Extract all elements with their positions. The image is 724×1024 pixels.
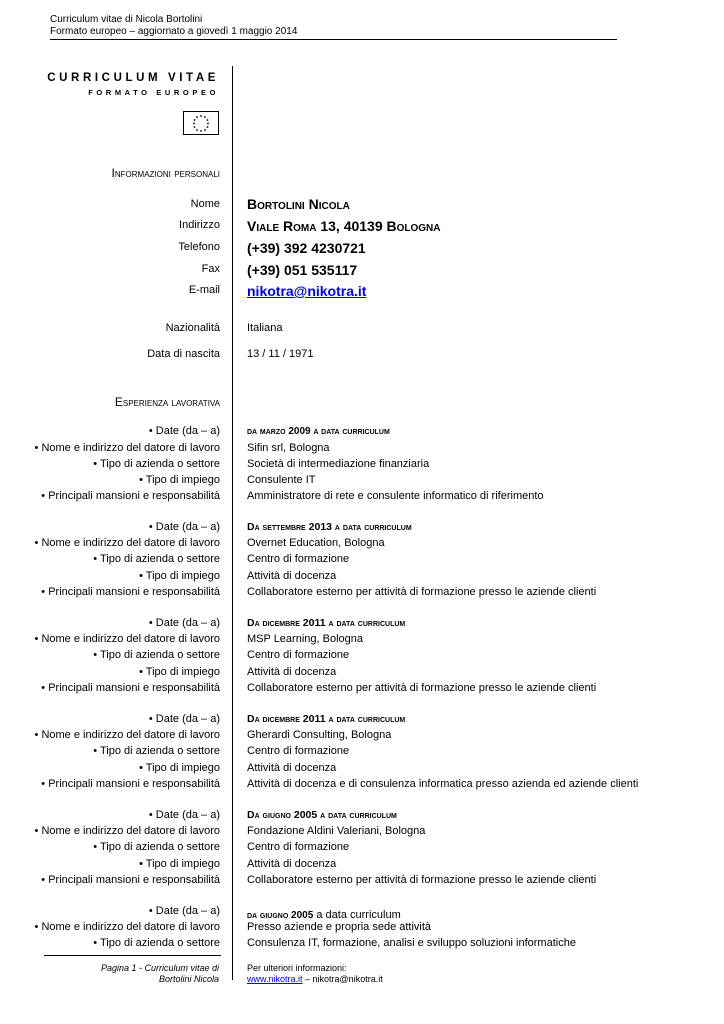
job-date: Da settembre 2013 a data curriculum [247,521,412,533]
column-divider [232,66,233,980]
footer-contacts [247,974,383,985]
footer-right [247,963,383,985]
job-duties: Attività di docenza e di consulenza informatica presso azienda ed aziende clienti [247,778,639,790]
job-employer: Presso aziende e propria sede attività [247,921,432,933]
job-duties-label: • Principali mansioni e responsabilità [41,682,220,694]
value-fax: (+39) 051 535117 [247,262,358,278]
job-duties: Collaboratore esterno per attività di formazione presso le aziende clienti [247,682,597,694]
cv-subtitle: FORMATO EUROPEO [88,88,219,97]
job-date: Da dicembre 2011 a data curriculum [247,617,406,629]
job-type: Attività di docenza [247,666,337,678]
job-employer-label: • Nome e indirizzo del datore di lavoro [34,825,220,837]
job-employer-label: • Nome e indirizzo del datore di lavoro [34,537,220,549]
footer-info: Per ulteriori informazioni: [247,963,347,973]
job-employer: Overnet Education, Bologna [247,537,385,549]
job-sector: Centro di formazione [247,649,350,661]
job-duties-label: • Principali mansioni e responsabilità [41,874,220,886]
job-type: Attività di docenza [247,762,337,774]
value-data-nascita: 13 / 11 / 1971 [247,348,314,360]
job-employer: Gherardi Consulting, Bologna [247,729,392,741]
job-date-label: • Date (da – a) [148,809,220,821]
header-line1: Curriculum vitae di Nicola Bortolini [50,14,203,25]
label-nazionalita: Nazionalità [165,322,220,334]
value-nazionalita: Italiana [247,322,283,334]
email-link[interactable]: nikotra@nikotra.it [247,283,367,299]
job-type-label: • Tipo di impiego [139,666,220,678]
website-link[interactable]: www.nikotra.it [247,974,303,984]
job-duties-label: • Principali mansioni e responsabilità [41,778,220,790]
job-type-label: • Tipo di impiego [139,762,220,774]
job-type: Consulente IT [247,474,316,486]
header-line2: Formato europeo – aggiornato a giovedì 1 maggio 2014 [50,26,298,37]
label-email: E-mail [188,284,220,296]
job-sector-label: • Tipo di azienda o settore [93,553,220,565]
job-date-label: • Date (da – a) [148,521,220,533]
job-type-label: • Tipo di impiego [139,858,220,870]
job-date: da marzo 2009 a data curriculum [247,426,390,437]
job-date-label: • Date (da – a) [148,617,220,629]
job-sector-label: • Tipo di azienda o settore [93,937,220,949]
job-type-label: • Tipo di impiego [139,570,220,582]
job-date-label: • Date (da – a) [148,713,220,725]
job-sector-label: • Tipo di azienda o settore [93,745,220,757]
page-header [50,14,297,38]
job-sector-label: • Tipo di azienda o settore [93,458,220,470]
header-divider [50,39,617,40]
job-date: Da dicembre 2011 a data curriculum [247,713,406,725]
job-employer: Fondazione Aldini Valeriani, Bologna [247,825,426,837]
job-duties-label: • Principali mansioni e responsabilità [41,586,220,598]
job-sector: Centro di formazione [247,841,350,853]
job-employer-label: • Nome e indirizzo del datore di lavoro [34,442,220,454]
job-type: Attività di docenza [247,570,337,582]
job-employer: Sifin srl, Bologna [247,442,330,454]
job-date-label: • Date (da – a) [148,905,220,917]
job-employer-label: • Nome e indirizzo del datore di lavoro [34,729,220,741]
job-date-prefix: da giugno 2005 [247,910,314,921]
job-type-label: • Tipo di impiego [139,474,220,486]
label-nome: Nome [190,198,220,210]
job-sector: Consulenza IT, formazione, analisi e sviluppo soluzioni informatiche [247,937,576,949]
value-indirizzo: Viale Roma 13, 40139 Bologna [247,218,441,234]
job-sector-label: • Tipo di azienda o settore [93,841,220,853]
label-data-nascita: Data di nascita [147,348,220,360]
eu-flag-icon [183,111,219,135]
value-nome: Bortolini Nicola [247,196,350,212]
job-employer-label: • Nome e indirizzo del datore di lavoro [34,921,220,933]
label-telefono: Telefono [178,241,220,253]
job-type: Attività di docenza [247,858,337,870]
job-employer: MSP Learning, Bologna [247,633,363,645]
job-duties-label: • Principali mansioni e responsabilità [41,490,220,502]
job-sector: Società di intermediazione finanziaria [247,458,430,470]
footer-left [101,963,219,985]
job-duties: Collaboratore esterno per attività di formazione presso le aziende clienti [247,586,597,598]
job-duties: Amministratore di rete e consulente informatico di riferimento [247,490,544,502]
footer-page: Pagina 1 - Curriculum vitae di [100,963,219,973]
footer-email: – nikotra@nikotra.it [302,974,383,984]
footer-name: Bortolini Nicola [158,974,219,984]
label-fax: Fax [201,263,220,275]
job-date-label: • Date (da – a) [148,425,220,437]
job-date: Da giugno 2005 a data curriculum [247,809,397,821]
section-work-title: Esperienza lavorativa [114,395,220,409]
job-sector: Centro di formazione [247,553,350,565]
job-employer-label: • Nome e indirizzo del datore di lavoro [34,633,220,645]
job-sector-label: • Tipo di azienda o settore [93,649,220,661]
job-duties: Collaboratore esterno per attività di formazione presso le aziende clienti [247,874,597,886]
label-indirizzo: Indirizzo [179,219,220,231]
cv-title: CURRICULUM VITAE [47,72,219,84]
job-sector: Centro di formazione [247,745,350,757]
value-telefono: (+39) 392 4230721 [247,240,366,256]
section-personal-title: Informazioni personali [111,166,220,180]
job-date-rest: a data curriculum [313,909,401,921]
footer-divider [44,955,221,956]
